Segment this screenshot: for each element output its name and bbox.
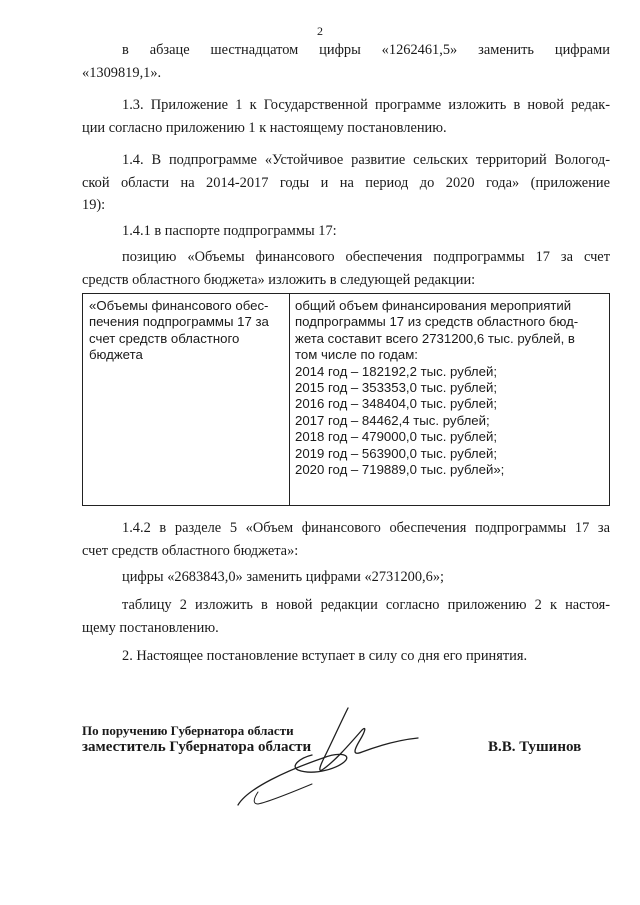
paragraph-text: позицию «Объемы финансового обеспечения подпрограммы 17 за счет [122,249,610,265]
table-cell-line: счет средств областного [89,330,240,346]
table-cell-line: том числе по годам: [295,347,418,363]
paragraph-text: 1.4.2 в разделе 5 «Объем финансового обеспечения подпрограммы 17 за [122,520,610,536]
table-cell-line: 2016 год – 348404,0 тыс. рублей; [295,396,497,412]
table-cell-line: 2014 год – 182192,2 тыс. рублей; [295,363,497,379]
table-cell-line: общий объем финансирования мероприятий [295,298,572,313]
paragraph-text: 1.4. В подпрограмме «Устойчивое развитие сельских территорий Вологод- [122,152,610,168]
paragraph-text: счет средств областного бюджета»: [82,543,299,559]
table-cell-line: 2020 год – 719889,0 тыс. рублей»; [295,462,505,478]
financing-table [82,293,610,506]
table-cell-line: жета составит всего 2731200,6 тыс. рублей, в [295,330,575,346]
paragraph-text: ции согласно приложению 1 к настоящему постановлению. [82,120,447,136]
table-cell-line: печения подпрограммы 17 за [89,314,269,330]
signatory-name: В.В. Тушинов [488,739,582,755]
paragraph-text: 1.3. Приложение 1 к Государственной программе изложить в новой редак- [122,97,610,113]
paragraph-text: таблицу 2 изложить в новой редакции согласно приложению 2 к настоя- [122,597,610,613]
table-cell-content [295,298,605,478]
paragraph-text: ской области на 2014-2017 годы и на период до 2020 года» (приложение [82,175,610,191]
handwritten-signature [228,700,428,820]
table-cell-line: 2017 год – 84462,4 тыс. рублей; [295,412,490,428]
paragraph-text: 19): [82,197,106,213]
table-cell-line: 2019 год – 563900,0 тыс. рублей; [295,445,497,461]
table-cell-line: бюджета [89,347,143,363]
paragraph-text: 2. Настоящее постановление вступает в силу со дня его принятия. [122,648,528,664]
signatory-title: заместитель Губернатора области [82,739,312,755]
table-cell-position [89,298,281,364]
paragraph-text: средств областного бюджета» изложить в следующей редакции: [82,272,476,288]
paragraph-text: цифры «2683843,0» заменить цифрами «2731200,6»; [122,569,445,585]
paragraph-text: в абзаце шестнадцатом цифры «1262461,5» заменить цифрами [122,42,610,58]
paragraph-text: 1.4.1 в паспорте подпрограммы 17: [122,223,337,239]
table-cell-line: «Объемы финансового обес- [89,298,269,313]
table-cell-line: 2018 год – 479000,0 тыс. рублей; [295,429,497,445]
paragraph-text: «1309819,1». [82,65,162,81]
table-cell-line: подпрограммы 17 из средств областного бюд- [295,314,579,330]
paragraph-text: щему постановлению. [82,620,219,636]
signature-authority-line: По поручению Губернатора области [82,723,294,738]
page-number: 2 [317,24,323,38]
table-column-divider [289,294,290,505]
table-cell-line: 2015 год – 353353,0 тыс. рублей; [295,380,497,396]
